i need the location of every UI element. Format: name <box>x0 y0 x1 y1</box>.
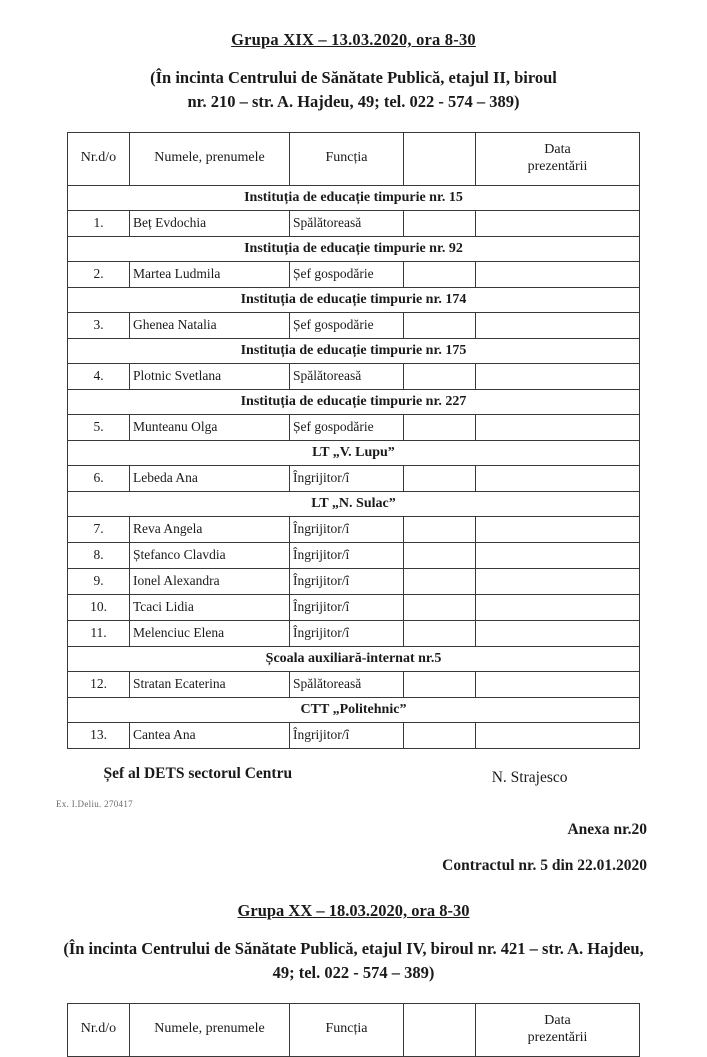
header2-date <box>476 1003 640 1056</box>
table-header-row <box>68 132 640 185</box>
row-date <box>476 722 640 748</box>
row-date <box>476 465 640 491</box>
row-number: 2. <box>68 261 130 287</box>
table2-header-row <box>68 1003 640 1056</box>
row-function: Îngrijitor/ȋ <box>290 542 404 568</box>
row-number: 13. <box>68 722 130 748</box>
row-function: Îngrijitor/ȋ <box>290 620 404 646</box>
row-number: 9. <box>68 568 130 594</box>
institution-label: CTT „Politehnic” <box>68 697 640 722</box>
row-date <box>476 516 640 542</box>
row-date <box>476 414 640 440</box>
executor-note: Ex. I.Deliu. 270417 <box>56 798 133 809</box>
row-person-name: Munteanu Olga <box>130 414 290 440</box>
row-person-name: Tcaci Lidia <box>130 594 290 620</box>
row-person-name: Reva Angela <box>130 516 290 542</box>
row-extra <box>404 312 476 338</box>
institution-label: Instituția de educație timpurie nr. 92 <box>68 236 640 261</box>
row-function: Șef gospodărie <box>290 261 404 287</box>
institution-row <box>68 185 640 210</box>
table-row <box>68 722 640 748</box>
institution-label: LT „N. Sulac” <box>68 491 640 516</box>
row-extra <box>404 465 476 491</box>
row-extra <box>404 261 476 287</box>
row-number: 7. <box>68 516 130 542</box>
group2-subtitle-line2: nr. 421 – str. A. Hajdeu, 49; tel. 022 - 574 – 389) <box>272 938 644 982</box>
group1-title: Grupa XIX – 13.03.2020, ora 8-30 <box>231 30 476 49</box>
row-number: 6. <box>68 465 130 491</box>
institution-row <box>68 236 640 261</box>
institution-label: Instituția de educație timpurie nr. 227 <box>68 389 640 414</box>
table-row <box>68 594 640 620</box>
group1-subtitle-line1: (În incinta Centrului de Sănătate Publică, etajul II, biroul <box>150 68 557 87</box>
row-function: Spălătoreasă <box>290 671 404 697</box>
institution-row <box>68 646 640 671</box>
row-extra <box>404 210 476 236</box>
table-row <box>68 261 640 287</box>
row-number: 3. <box>68 312 130 338</box>
institution-row <box>68 697 640 722</box>
institution-row <box>68 491 640 516</box>
row-extra <box>404 542 476 568</box>
row-function: Îngrijitor/ȋ <box>290 568 404 594</box>
row-function: Îngrijitor/ȋ <box>290 722 404 748</box>
institution-label: Instituția de educație timpurie nr. 175 <box>68 338 640 363</box>
row-extra <box>404 594 476 620</box>
table-row <box>68 210 640 236</box>
institution-label: Instituția de educație timpurie nr. 15 <box>68 185 640 210</box>
row-function: Spălătoreasă <box>290 363 404 389</box>
header-blank <box>404 132 476 185</box>
row-extra <box>404 671 476 697</box>
row-date <box>476 620 640 646</box>
row-function: Îngrijitor/ȋ <box>290 594 404 620</box>
row-person-name: Ghenea Natalia <box>130 312 290 338</box>
group1-table <box>67 132 640 749</box>
row-number: 12. <box>68 671 130 697</box>
table-row <box>68 312 640 338</box>
institution-row <box>68 287 640 312</box>
row-date <box>476 594 640 620</box>
header2-date-line2: prezentării <box>527 1029 588 1045</box>
institution-row <box>68 440 640 465</box>
header-name: Numele, prenumele <box>130 132 290 185</box>
row-number: 8. <box>68 542 130 568</box>
header2-name: Numele, prenumele <box>130 1003 290 1056</box>
institution-label: Școala auxiliară-internat nr.5 <box>68 646 640 671</box>
row-person-name: Beț Evdochia <box>130 210 290 236</box>
row-extra <box>404 620 476 646</box>
row-date <box>476 568 640 594</box>
row-person-name: Martea Ludmila <box>130 261 290 287</box>
signature-title: Șef al DETS sectorul Centru <box>103 764 293 782</box>
header-date-line2: prezentării <box>527 158 588 174</box>
institution-label: LT „V. Lupu” <box>68 440 640 465</box>
table-row <box>68 620 640 646</box>
row-function: Șef gospodărie <box>290 414 404 440</box>
table-row <box>68 671 640 697</box>
header-date-line1: Data <box>544 142 571 158</box>
row-extra <box>404 722 476 748</box>
row-person-name: Stratan Ecaterina <box>130 671 290 697</box>
row-date <box>476 261 640 287</box>
header2-date-line1: Data <box>544 1012 571 1028</box>
row-extra <box>404 363 476 389</box>
table-row <box>68 568 640 594</box>
group2-subtitle <box>0 937 707 985</box>
header-date <box>476 132 640 185</box>
row-function: Îngrijitor/ȋ <box>290 465 404 491</box>
header-function: Funcția <box>290 132 404 185</box>
contract-label: Contractul nr. 5 din 22.01.2020 <box>442 856 647 874</box>
group2-table <box>67 1003 640 1057</box>
row-extra <box>404 568 476 594</box>
institution-row <box>68 338 640 363</box>
document-page <box>0 30 707 1045</box>
row-number: 4. <box>68 363 130 389</box>
signature-row <box>68 765 640 787</box>
header-nr: Nr.d/o <box>68 132 130 185</box>
header2-blank <box>404 1003 476 1056</box>
row-date <box>476 363 640 389</box>
row-person-name: Ionel Alexandra <box>130 568 290 594</box>
row-number: 10. <box>68 594 130 620</box>
group1-subtitle <box>0 66 707 114</box>
row-date <box>476 312 640 338</box>
table-row <box>68 363 640 389</box>
row-number: 1. <box>68 210 130 236</box>
table-row <box>68 414 640 440</box>
institution-row <box>68 389 640 414</box>
group2-subtitle-line1: (În incinta Centrului de Sănătate Publică, etajul IV, biroul <box>63 938 474 958</box>
group2-title: Grupa XX – 18.03.2020, ora 8-30 <box>237 900 470 920</box>
row-date <box>476 210 640 236</box>
group1-subtitle-line2: nr. 210 – str. A. Hajdeu, 49; tel. 022 - 574 – 389) <box>187 91 520 111</box>
row-person-name: Ștefanco Clavdia <box>130 542 290 568</box>
row-extra <box>404 516 476 542</box>
table-row <box>68 465 640 491</box>
row-date <box>476 671 640 697</box>
row-function: Spălătoreasă <box>290 210 404 236</box>
row-person-name: Plotnic Svetlana <box>130 363 290 389</box>
institution-label: Instituția de educație timpurie nr. 174 <box>68 287 640 312</box>
table-row <box>68 516 640 542</box>
row-number: 5. <box>68 414 130 440</box>
table-row <box>68 542 640 568</box>
row-date <box>476 542 640 568</box>
row-function: Șef gospodărie <box>290 312 404 338</box>
annex-label: Anexa nr.20 <box>567 820 647 838</box>
header2-function: Funcția <box>290 1003 404 1056</box>
header2-nr: Nr.d/o <box>68 1003 130 1056</box>
row-extra <box>404 414 476 440</box>
row-function: Îngrijitor/ȋ <box>290 516 404 542</box>
row-person-name: Lebeda Ana <box>130 465 290 491</box>
signature-name: N. Strajesco <box>491 768 568 786</box>
row-number: 11. <box>68 620 130 646</box>
row-person-name: Cantea Ana <box>130 722 290 748</box>
row-person-name: Melenciuc Elena <box>130 620 290 646</box>
